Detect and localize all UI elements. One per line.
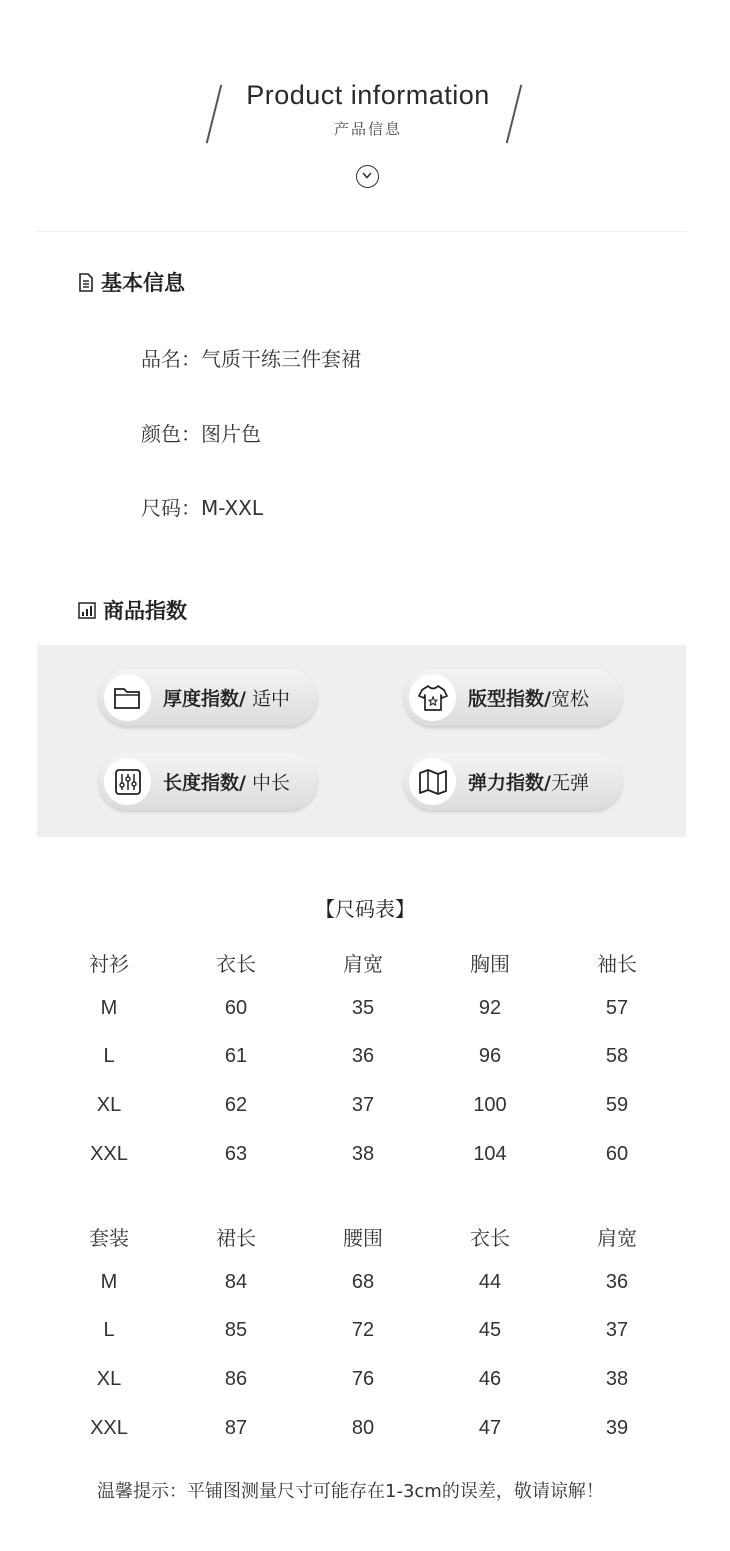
suit-table-cell: 36: [605, 1270, 629, 1293]
suit-table-cell: 38: [605, 1368, 629, 1391]
shirt-table-cell: 59: [605, 1094, 629, 1117]
basic-info-title: 基本信息: [101, 271, 185, 295]
suit-table-cell: XXL: [90, 1416, 128, 1439]
product-index-panel: [37, 645, 686, 837]
shirt-table-header: 肩宽: [343, 954, 383, 976]
index-value: 中长: [245, 772, 290, 794]
suit-table-cell: 46: [478, 1368, 502, 1391]
product-index-heading: [78, 595, 187, 625]
shirt-table-cell: 57: [605, 996, 629, 1019]
suit-table-cell: 47: [478, 1416, 502, 1439]
shirt-table-cell: 60: [605, 1142, 629, 1165]
info-label: 颜色：: [141, 422, 201, 446]
index-pill-length: [99, 753, 317, 810]
ruler-icon: [114, 768, 142, 796]
shirt-table-cell: 36: [351, 1045, 375, 1068]
bar-chart-icon: [78, 602, 96, 619]
index-pill-elasticity: [404, 753, 622, 810]
index-value: 宽松: [550, 688, 589, 710]
shirt-table-cell: XL: [96, 1094, 122, 1117]
shirt-table-cell: 37: [351, 1094, 375, 1117]
suit-table-cell: 76: [351, 1368, 375, 1391]
suit-table-header: 肩宽: [597, 1228, 637, 1250]
index-value: 无弹: [550, 772, 589, 794]
shirt-table-cell: 61: [224, 1045, 248, 1068]
info-label: 尺码：: [141, 496, 201, 520]
shirt-table-cell: 62: [224, 1094, 248, 1117]
suit-table-cell: 44: [478, 1270, 502, 1293]
header-divider: [36, 231, 686, 232]
shirt-table-cell: 35: [351, 996, 375, 1019]
tshirt-icon: [418, 684, 448, 712]
info-label: 品名：: [141, 347, 201, 371]
shirt-table-cell: 38: [351, 1142, 375, 1165]
shirt-table-cell: 100: [473, 1094, 507, 1117]
shirt-table-cell: 104: [473, 1142, 507, 1165]
suit-table-header: 套装: [89, 1228, 129, 1250]
suit-table-cell: 37: [605, 1319, 629, 1342]
suit-table-cell: 85: [224, 1319, 248, 1342]
suit-table-cell: 87: [224, 1416, 248, 1439]
info-value: 图片色: [201, 422, 261, 446]
info-value: M-XXL: [201, 496, 264, 520]
header-title: Product information: [246, 80, 490, 110]
chevron-down-icon: [356, 165, 379, 188]
suit-table-header: 腰围: [343, 1228, 383, 1250]
map-icon: [418, 768, 448, 796]
info-row-name: [141, 343, 361, 372]
index-key: 弹力指数/: [468, 772, 551, 794]
index-value: 适中: [245, 688, 290, 710]
info-row-color: [141, 418, 261, 447]
shirt-table-cell: L: [103, 1045, 115, 1068]
suit-table-cell: 45: [478, 1319, 502, 1342]
index-key: 长度指数/: [163, 772, 246, 794]
suit-table-cell: 80: [351, 1416, 375, 1439]
folder-icon: [113, 685, 143, 711]
shirt-table-header: 衣长: [216, 954, 256, 976]
shirt-table-cell: 63: [224, 1142, 248, 1165]
shirt-table-cell: 58: [605, 1045, 629, 1068]
suit-table-cell: 68: [351, 1270, 375, 1293]
size-chart-title: 【尺码表】: [315, 897, 415, 921]
product-index-title: 商品指数: [103, 599, 187, 623]
suit-table-header: 衣长: [470, 1228, 510, 1250]
header-subtitle: 产品信息: [333, 120, 402, 138]
shirt-table-cell: XXL: [90, 1142, 128, 1165]
suit-table-cell: L: [103, 1319, 115, 1342]
shirt-table-cell: 60: [224, 996, 248, 1019]
shirt-table-header: 胸围: [470, 954, 510, 976]
suit-table-cell: 72: [351, 1319, 375, 1342]
suit-table-cell: XL: [96, 1368, 122, 1391]
shirt-table-cell: M: [100, 996, 118, 1019]
shirt-table-cell: 92: [478, 996, 502, 1019]
suit-table-cell: M: [100, 1270, 118, 1293]
shirt-table-header: 袖长: [597, 954, 637, 976]
index-pill-fit: [404, 669, 622, 726]
index-key: 厚度指数/: [163, 688, 246, 710]
suit-table-cell: 39: [605, 1416, 629, 1439]
suit-table-cell: 84: [224, 1270, 248, 1293]
index-pill-thickness: [99, 669, 317, 726]
shirt-table-header: 衬衫: [89, 954, 129, 976]
suit-table-cell: 86: [224, 1368, 248, 1391]
document-icon: [78, 273, 94, 292]
suit-table-header: 裙长: [216, 1228, 256, 1250]
info-value: 气质干练三件套裙: [201, 347, 361, 371]
basic-info-heading: [78, 267, 185, 297]
measurement-tip: 温馨提示：平铺图测量尺寸可能存在1-3cm的误差，敬请谅解！: [97, 1481, 604, 1502]
info-row-size: [141, 492, 263, 521]
shirt-table-cell: 96: [478, 1045, 502, 1068]
index-key: 版型指数/: [468, 688, 551, 710]
